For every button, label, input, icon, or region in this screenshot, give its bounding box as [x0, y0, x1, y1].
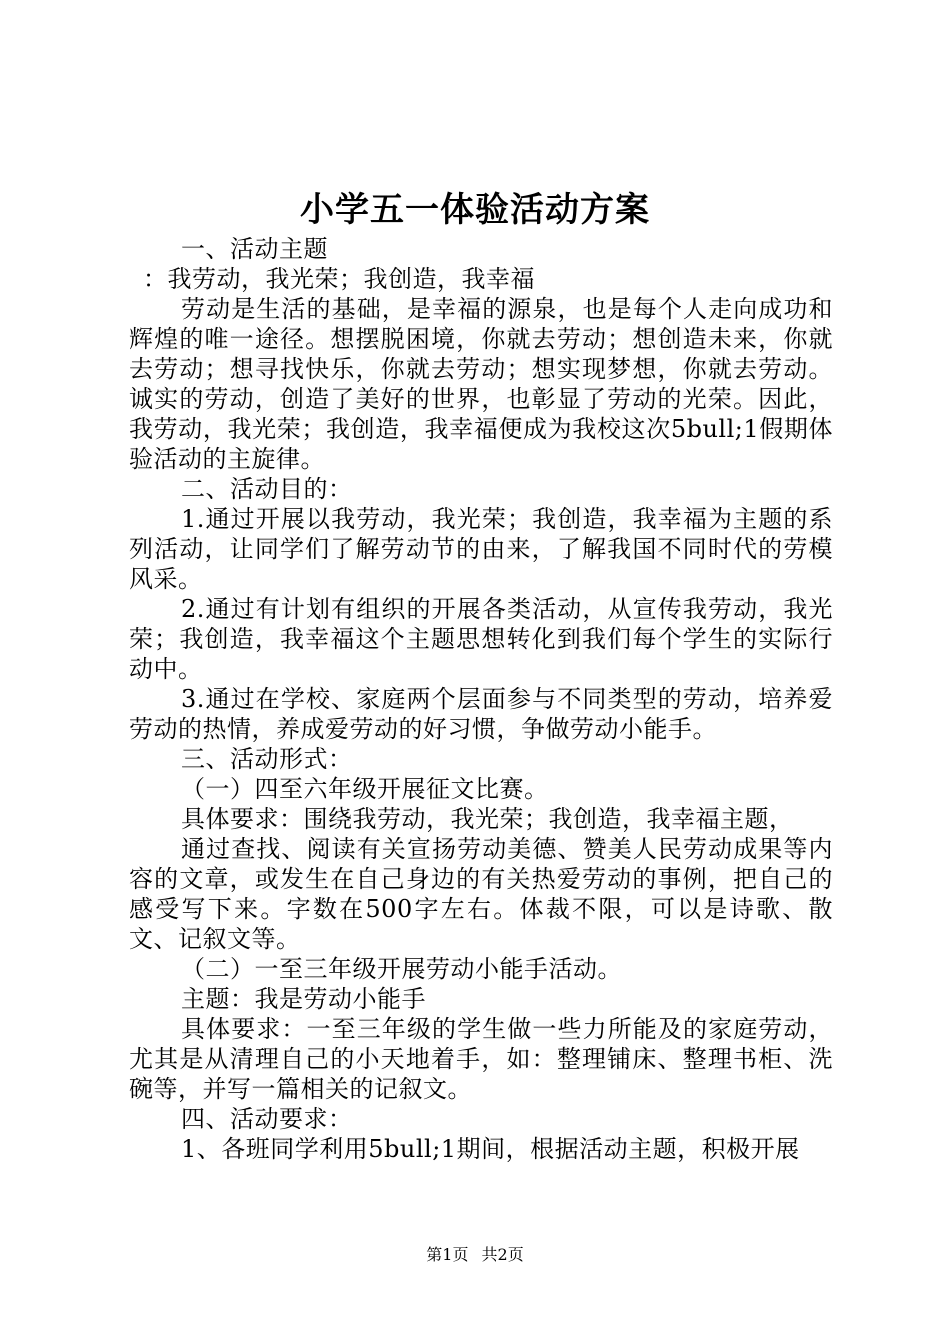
paragraph: （一）四至六年级开展征文比赛。 — [181, 775, 549, 803]
paragraph: 一、活动主题 — [181, 235, 328, 263]
page-total: 共2页 — [481, 1245, 524, 1264]
paragraph: 1、各班同学利用5bull;1期间，根据活动主题，积极开展 — [181, 1135, 800, 1163]
paragraph: （二）一至三年级开展劳动小能手活动。 — [181, 955, 622, 983]
paragraph: 具体要求：围绕我劳动，我光荣；我创造，我幸福主题， — [181, 805, 794, 833]
paragraph: 具体要求：一至三年级的学生做一些力所能及的家庭劳动，尤其是从清理自己的小天地着手，如：整理铺床、整理书柜、洗碗等，并写一篇相关的记叙文。 — [129, 1015, 833, 1103]
paragraph: 通过查找、阅读有关宣扬劳动美德、赞美人民劳动成果等内容的文章，或发生在自己身边的有关热爱劳动的事例，把自己的感受写下来。字数在500字左右。体裁不限，可以是诗歌、散文、记叙文等。 — [129, 835, 833, 953]
page-footer — [0, 1244, 950, 1266]
document-title: 小学五一体验活动方案 — [300, 190, 650, 230]
paragraph: 劳动是生活的基础，是幸福的源泉，也是每个人走向成功和辉煌的唯一途径。想摆脱困境，你就去劳动；想创造未来，你就去劳动；想寻找快乐，你就去劳动；想实现梦想，你就去劳动。诚实的劳动，创造了美好的世界，也彰显了劳动的光荣。因此，我劳动，我光荣；我创造，我幸福便成为我校这次5bull;1假期体验活动的主旋律。 — [129, 295, 833, 473]
paragraph: 三、活动形式： — [181, 745, 353, 773]
document-body — [129, 234, 833, 1164]
paragraph: 3.通过在学校、家庭两个层面参与不同类型的劳动，培养爱劳动的热情，养成爱劳动的好习惯，争做劳动小能手。 — [129, 685, 833, 743]
paragraph: 1.通过开展以我劳动，我光荣；我创造，我幸福为主题的系列活动，让同学们了解劳动节的由来，了解我国不同时代的劳模风采。 — [129, 505, 833, 593]
paragraph: 主题：我是劳动小能手 — [181, 985, 426, 1013]
paragraph: 四、活动要求： — [181, 1105, 353, 1133]
paragraph: ：我劳动，我光荣；我创造，我幸福 — [143, 265, 535, 293]
paragraph: 二、活动目的： — [181, 475, 353, 503]
page-number: 第1页 — [426, 1245, 469, 1264]
paragraph: 2.通过有计划有组织的开展各类活动，从宣传我劳动，我光荣；我创造，我幸福这个主题思想转化到我们每个学生的实际行动中。 — [129, 595, 833, 683]
